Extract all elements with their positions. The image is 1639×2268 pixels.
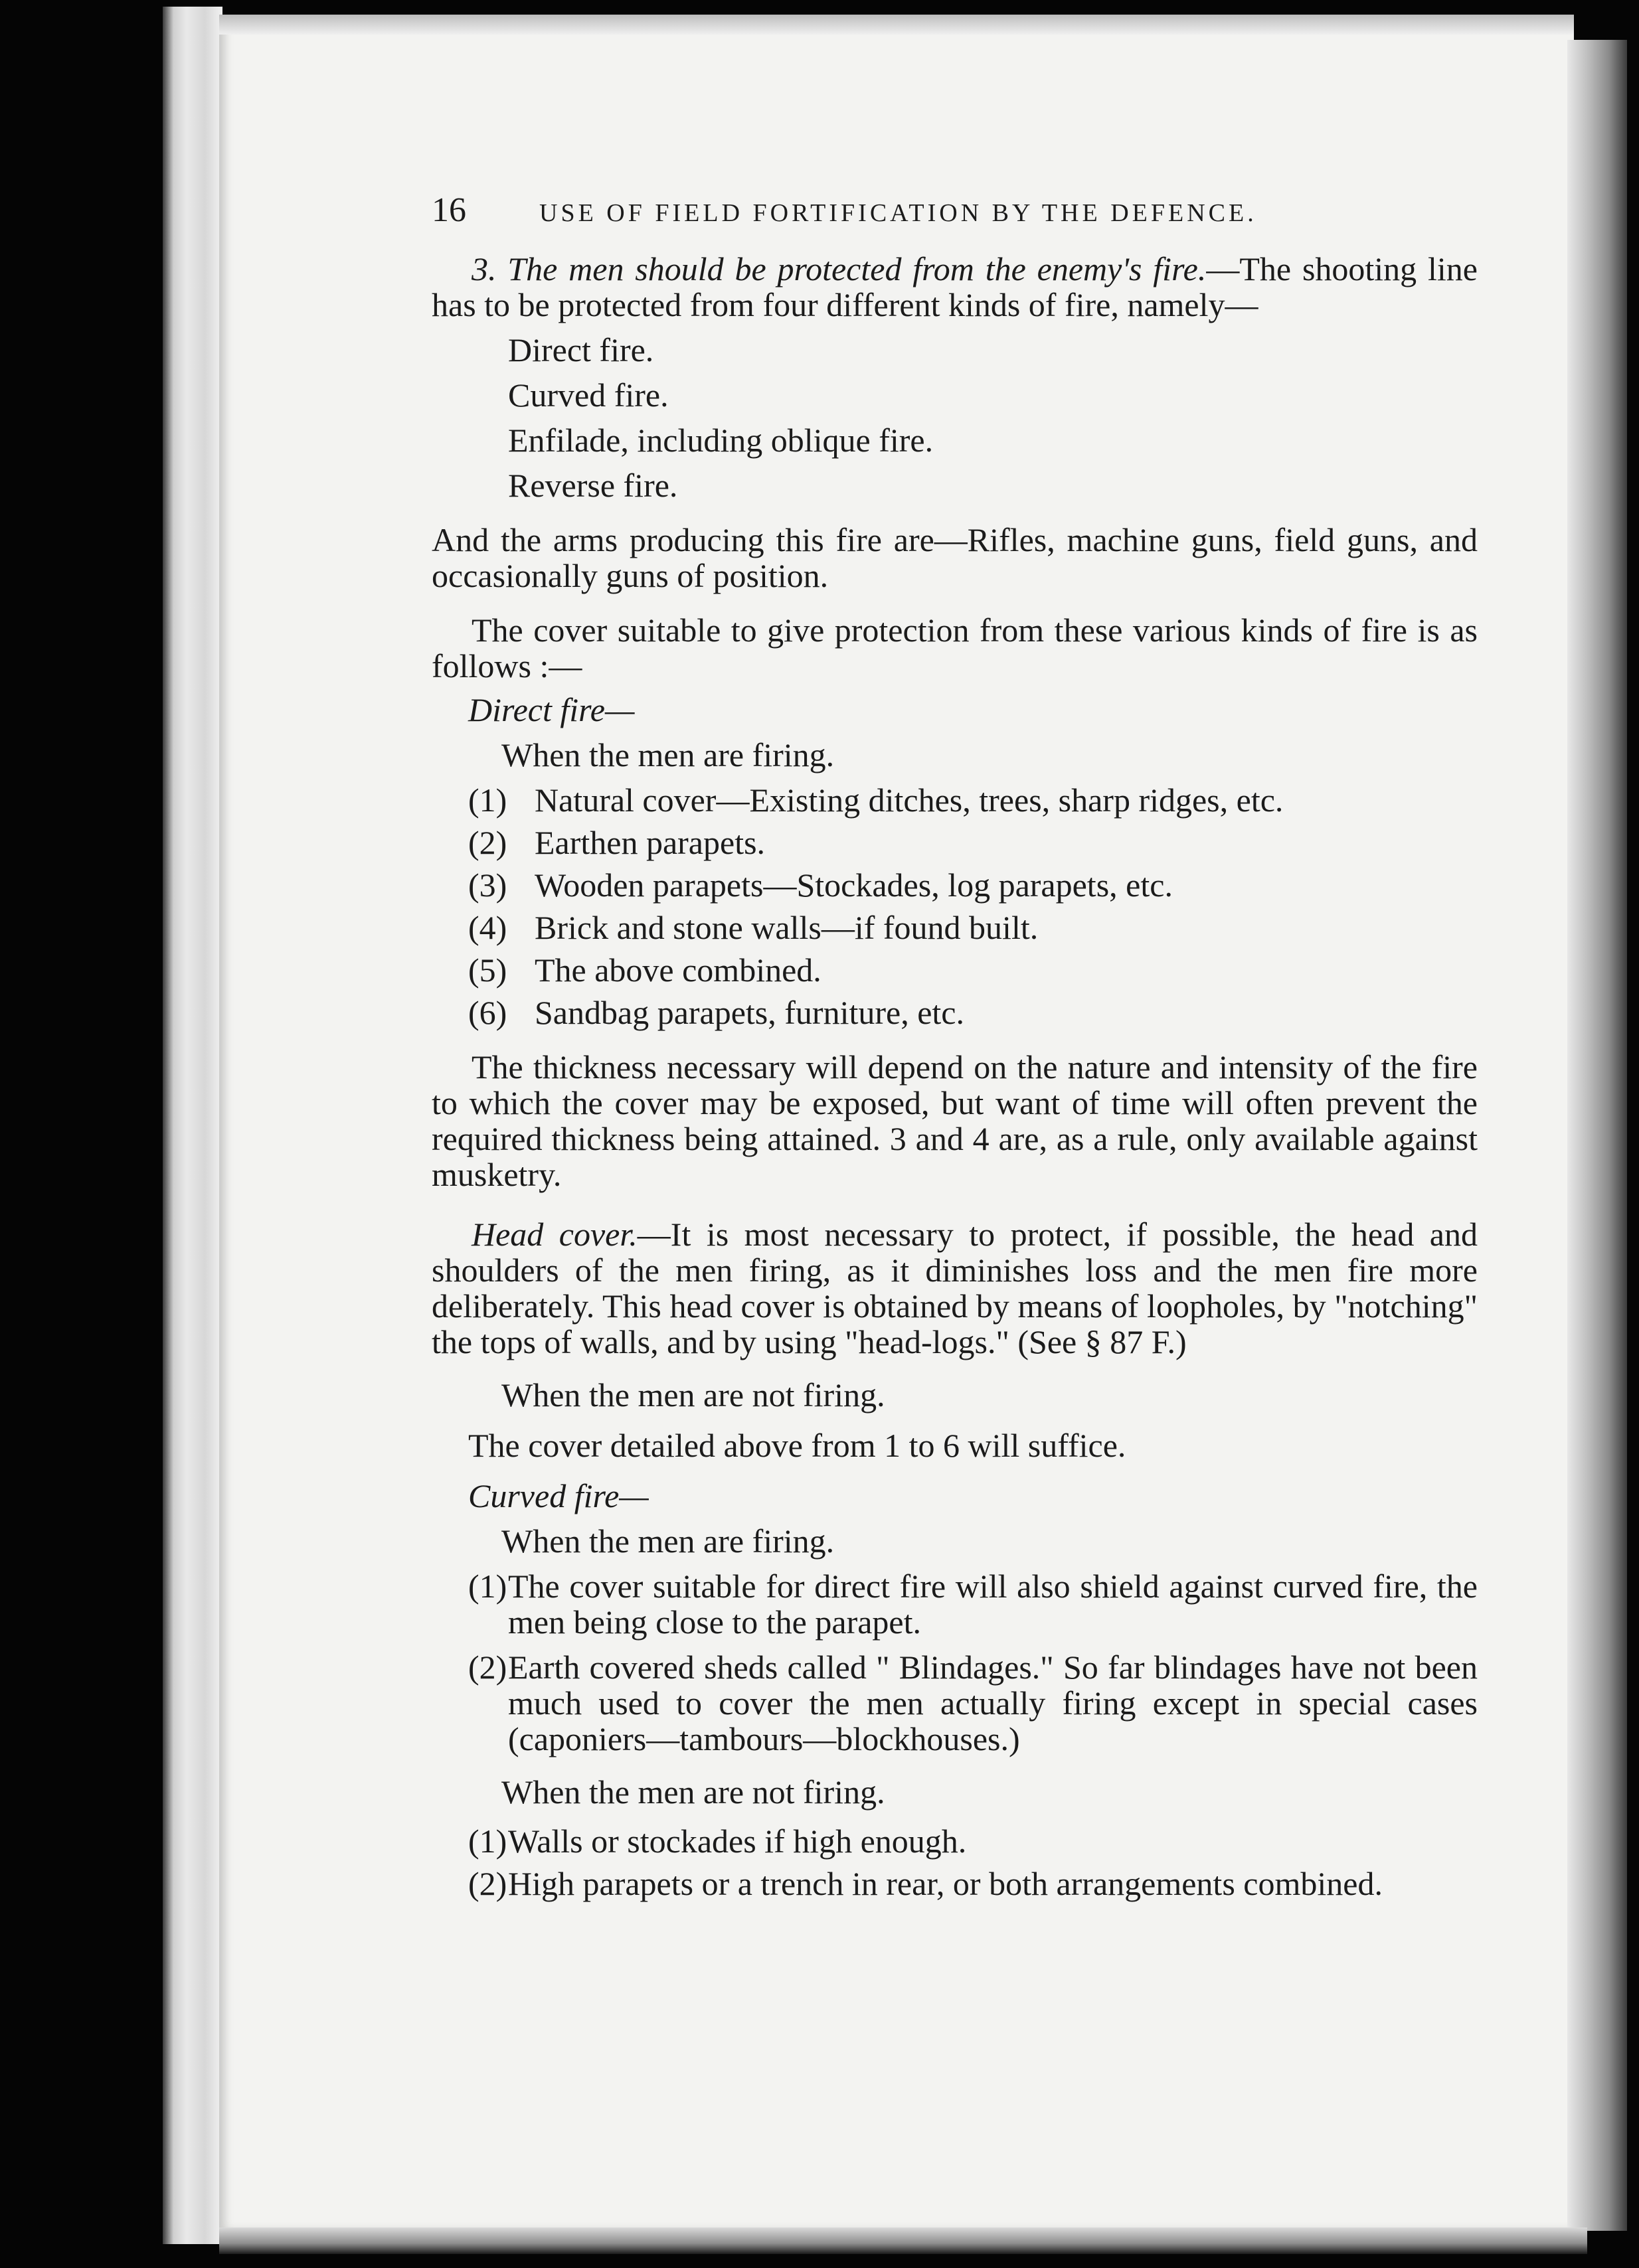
fire-kind: Reverse fire. xyxy=(508,467,678,504)
paragraph-cover: The cover suitable to give protection from these various kinds of fire is as follows :— xyxy=(432,611,1478,685)
paragraph-lead: Head cover. xyxy=(472,1216,638,1253)
fire-kind: Direct fire. xyxy=(508,331,654,368)
list-item: (4) Brick and stone walls—if found built. xyxy=(468,909,1039,946)
subheading-when-not-firing: When the men are not firing. xyxy=(501,1376,885,1414)
list-item: (2) Earth covered sheds called " Blindages." So far blindages have not been much used to cover the men actually firing except in special cases (caponiers—tambours—blockhouses.) xyxy=(468,1649,1478,1757)
paragraph-head-cover xyxy=(432,1216,1478,1360)
page-text xyxy=(432,193,1478,1908)
subheading-curved-fire: Curved fire— xyxy=(468,1477,649,1514)
list-item: (1) Walls or stockades if high enough. xyxy=(468,1822,967,1860)
list-item: (5) The above combined. xyxy=(468,951,821,989)
subheading-when-firing: When the men are firing. xyxy=(501,736,835,773)
subheading-direct-fire: Direct fire— xyxy=(468,691,635,728)
fire-kind: Curved fire. xyxy=(508,376,669,414)
book-left-edge xyxy=(163,7,222,2244)
paragraph-body: —The shooting line has to be protected from four different kinds of fire, namely— xyxy=(432,250,1478,323)
page-top-shade xyxy=(219,15,1574,35)
list-item: (6) Sandbag parapets, furniture, etc. xyxy=(468,994,964,1031)
list-item: (3) Wooden parapets—Stockades, log parapets, etc. xyxy=(468,866,1173,904)
paragraph-thickness: The thickness necessary will depend on the nature and intensity of the fire to which the cover may be exposed, but want of time will often prevent the required thickness being attained. 3 and 4 are, as a rule, only available against musketry. xyxy=(432,1048,1478,1193)
cover-detailed-line: The cover detailed above from 1 to 6 will suffice. xyxy=(468,1427,1126,1464)
running-head xyxy=(432,193,1478,231)
paragraph-protection xyxy=(432,251,1478,323)
fire-kind: Enfilade, including oblique fire. xyxy=(508,422,934,459)
paragraph-body: —It is most necessary to protect, if possible, the head and shoulders of the men firing, as it diminishes loss and the men fire more deliberately. This head cover is obtained by means of loopholes, by "notching" the tops of walls, and by using "head-logs." (See § 87 F.) xyxy=(432,1216,1478,1360)
paragraph-arms: And the arms producing this fire are—Rifles, machine guns, field guns, and occasionally guns of position. xyxy=(432,521,1478,594)
subheading-when-not-firing: When the men are not firing. xyxy=(501,1773,885,1811)
page-right-shadow xyxy=(1567,40,1627,2231)
page-bottom-edge xyxy=(219,2228,1587,2254)
list-item: (2) Earthen parapets. xyxy=(468,824,766,861)
paragraph-lead: 3. The men should be protected from the enemy's fire. xyxy=(472,250,1207,287)
subheading-when-firing: When the men are firing. xyxy=(501,1522,835,1560)
page-number: 16 xyxy=(432,191,466,229)
list-item: (1) The cover suitable for direct fire will also shield against curved fire, the men being close to the parapet. xyxy=(468,1568,1478,1641)
running-title: USE OF FIELD FORTIFICATION BY THE DEFENCE. xyxy=(539,199,1257,227)
list-item: (2) High parapets or a trench in rear, or both arrangements combined. xyxy=(468,1865,1383,1902)
list-item: (1) Natural cover—Existing ditches, trees, sharp ridges, etc. xyxy=(468,781,1284,819)
